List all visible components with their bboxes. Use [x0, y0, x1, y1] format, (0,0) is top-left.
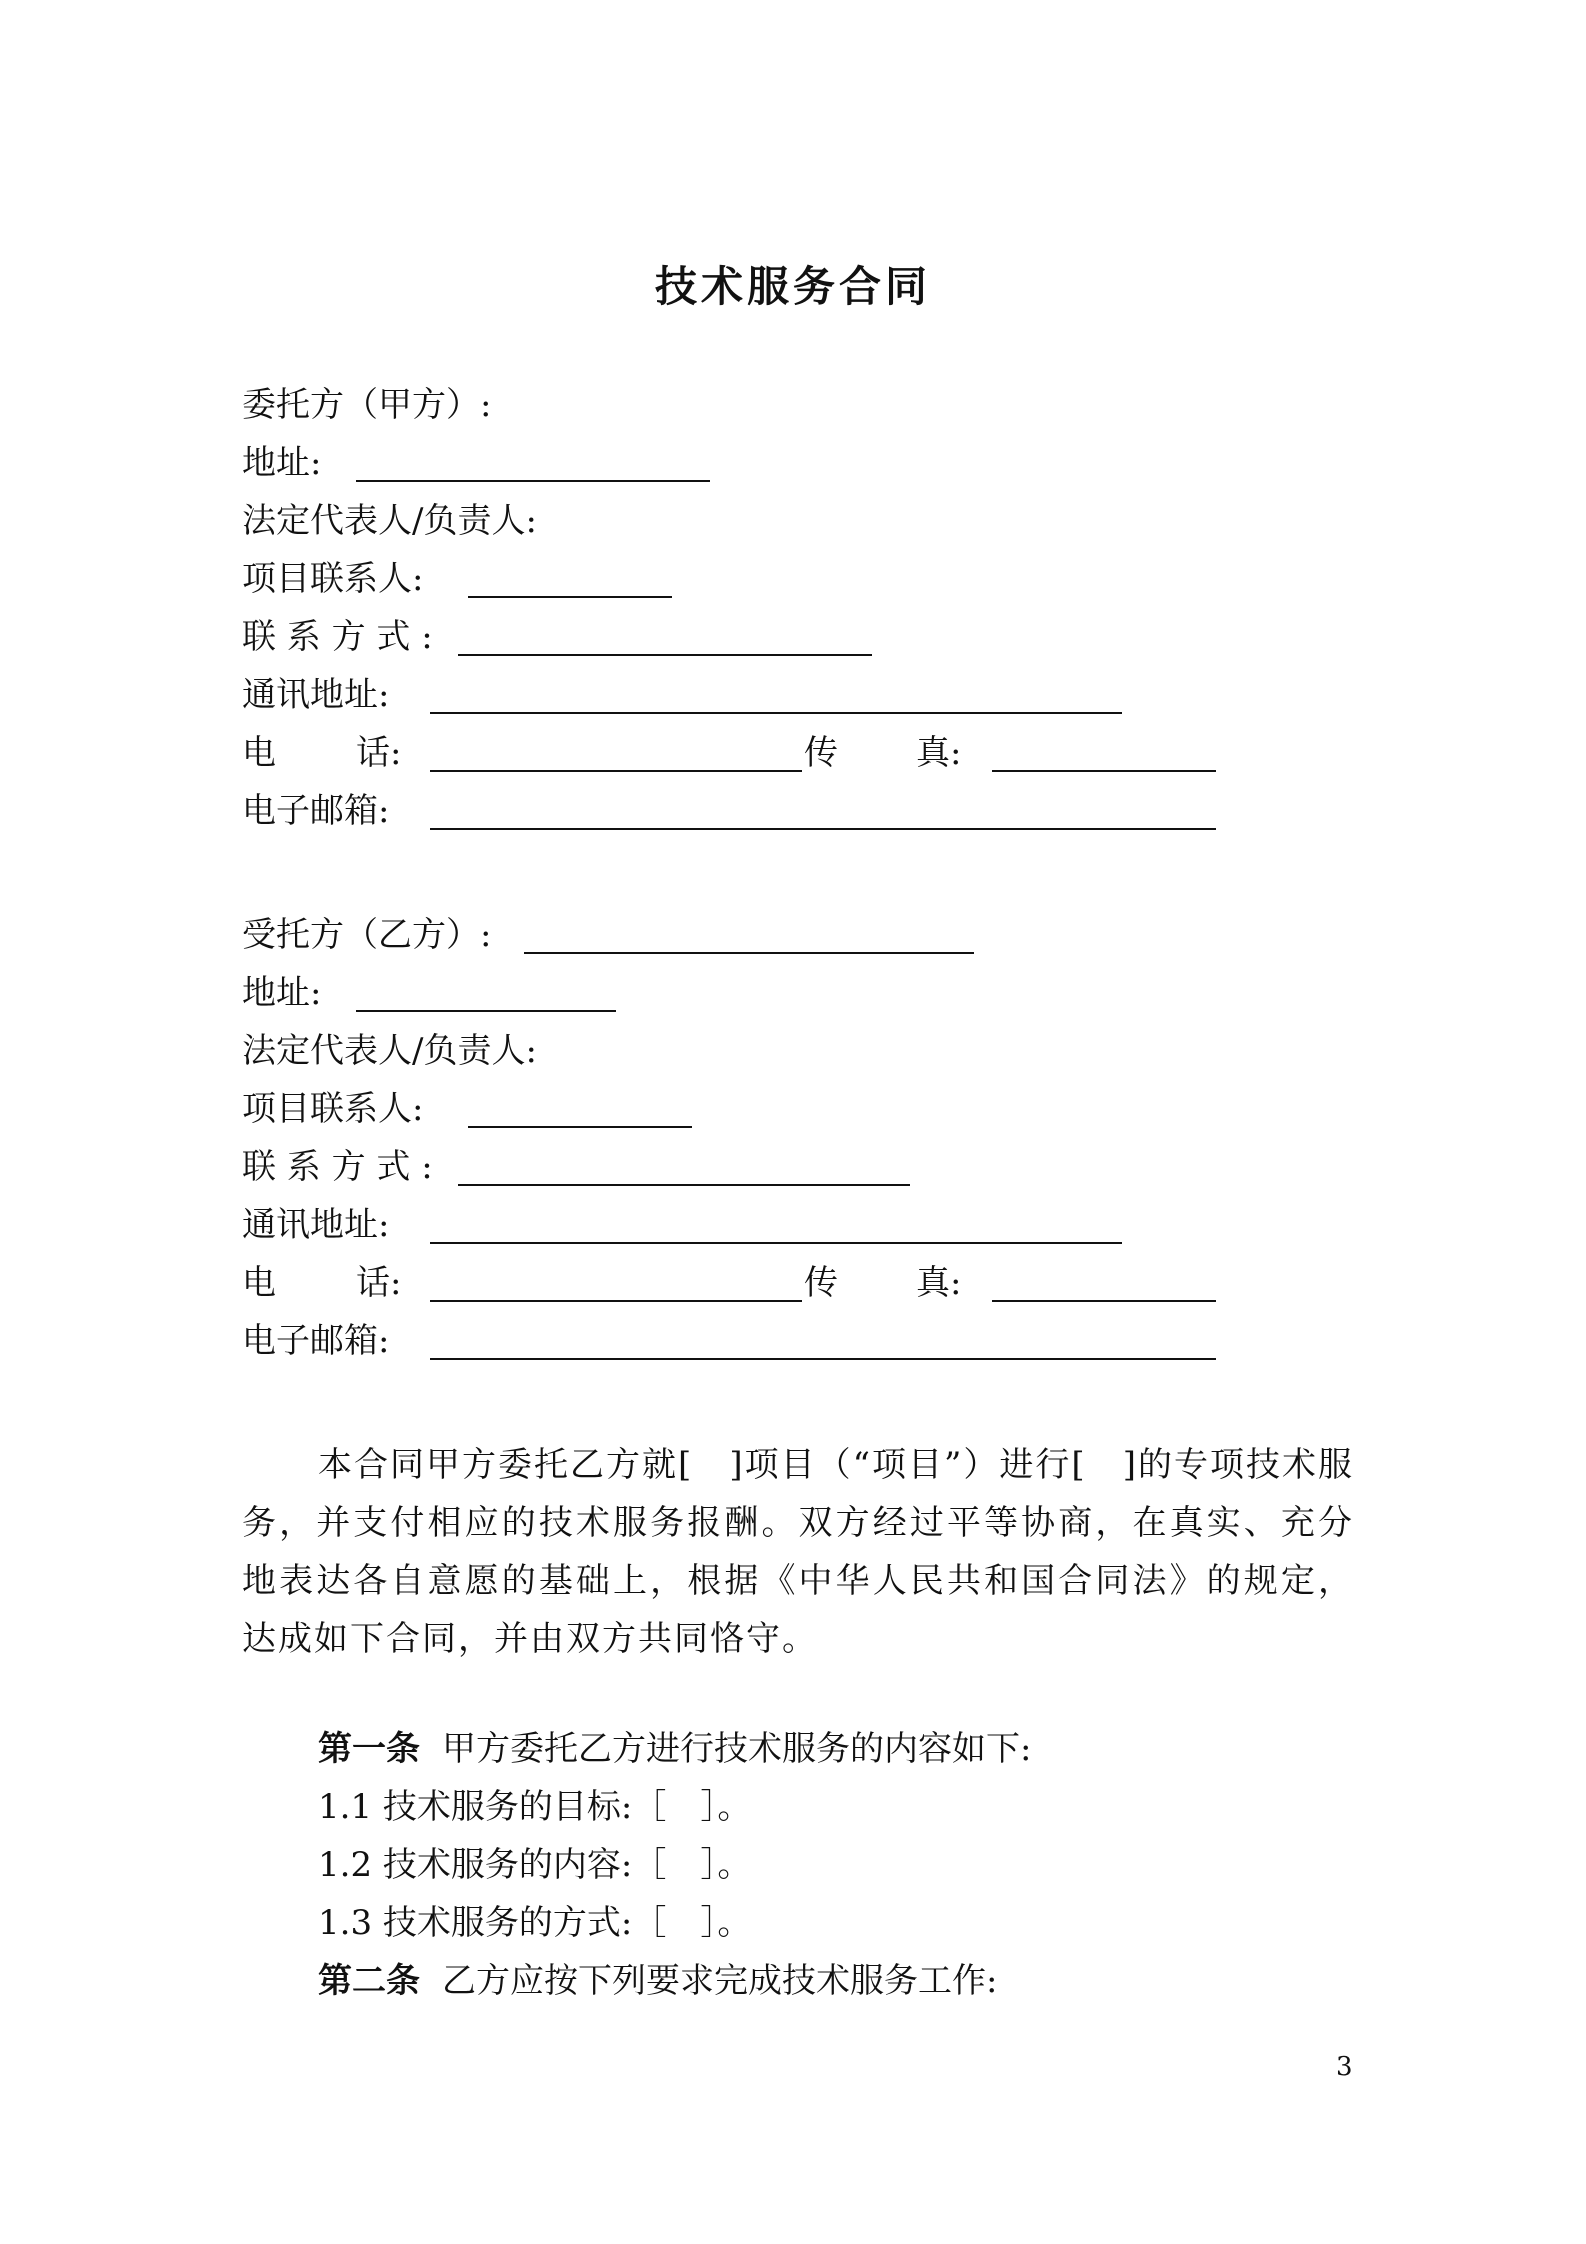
party-b-fax-label-1: 传: [804, 1263, 838, 1303]
article-1-text: 甲方委托乙方进行技术服务的内容如下:: [442, 1729, 1032, 1769]
party-b-email-blank: [430, 1358, 1216, 1360]
party-b-name-label: 受托方（乙方）:: [242, 915, 492, 955]
party-a-contact-label: 项目联系人:: [242, 559, 424, 599]
party-b-phone-blank: [430, 1300, 802, 1302]
party-a-phone-label-2: 话:: [356, 733, 402, 773]
party-b-address-blank: [356, 1010, 616, 1012]
party-a-contact-method-label: 联 系 方 式 :: [242, 617, 433, 657]
party-b-mail-address-blank: [430, 1242, 1122, 1244]
article-2: [318, 1956, 997, 2006]
party-b-fax-blank: [992, 1300, 1216, 1302]
preamble-paragraph: 本合同甲方委托乙方就[ ]项目（“项目”）进行[ ]的专项技术服务，并支付相应的技术服务报酬。双方经过平等协商，在真实、充分地表达各自意愿的基础上，根据《中华人民共和国合同法》的规定，达成如下合同，并由双方共同恪守。: [242, 1445, 1354, 1659]
party-b-address-label: 地址:: [242, 973, 322, 1013]
party-b-phone-label-2: 话:: [356, 1263, 402, 1303]
party-b-contact-blank: [468, 1126, 692, 1128]
party-b-name-blank: [524, 952, 974, 954]
party-a-fax-label-2: 真:: [916, 733, 962, 773]
page-number: 3: [1336, 2052, 1353, 2082]
party-b-fax-label-2: 真:: [916, 1263, 962, 1303]
party-a-fax-label-1: 传: [804, 733, 838, 773]
party-a-contact-method-blank: [458, 654, 872, 656]
party-a-mail-address-label: 通讯地址:: [242, 675, 390, 715]
article-1: [318, 1724, 1031, 1774]
party-a-address-label: 地址:: [242, 443, 322, 483]
party-a-phone-blank: [430, 770, 802, 772]
article-2-text: 乙方应按下列要求完成技术服务工作:: [442, 1961, 998, 2001]
party-b-contact-label: 项目联系人:: [242, 1089, 424, 1129]
party-b-contact-method-blank: [458, 1184, 910, 1186]
party-a-legal-rep-label: 法定代表人/负责人:: [242, 501, 537, 541]
party-a-address-blank: [356, 480, 710, 482]
party-a-fax-blank: [992, 770, 1216, 772]
article-1-item-1: 1.1 技术服务的目标:［ ］。: [318, 1787, 752, 1827]
article-1-heading: 第一条: [318, 1729, 420, 1769]
party-a-phone-label-1: 电: [242, 733, 276, 773]
party-b-mail-address-label: 通讯地址:: [242, 1205, 390, 1245]
party-a-email-label: 电子邮箱:: [242, 791, 390, 831]
party-b-contact-method-label: 联 系 方 式 :: [242, 1147, 433, 1187]
document-title: 技术服务合同: [654, 262, 931, 311]
party-a-email-blank: [430, 828, 1216, 830]
party-a-contact-blank: [468, 596, 672, 598]
article-1-item-3: 1.3 技术服务的方式:［ ］。: [318, 1903, 752, 1943]
party-a-mail-address-blank: [430, 712, 1122, 714]
party-b-email-label: 电子邮箱:: [242, 1321, 390, 1361]
party-b-phone-label-1: 电: [242, 1263, 276, 1303]
party-a-name-label: 委托方（甲方）:: [242, 385, 492, 425]
article-2-heading: 第二条: [318, 1961, 420, 2001]
article-1-item-2: 1.2 技术服务的内容:［ ］。: [318, 1845, 752, 1885]
party-b-legal-rep-label: 法定代表人/负责人:: [242, 1031, 537, 1071]
